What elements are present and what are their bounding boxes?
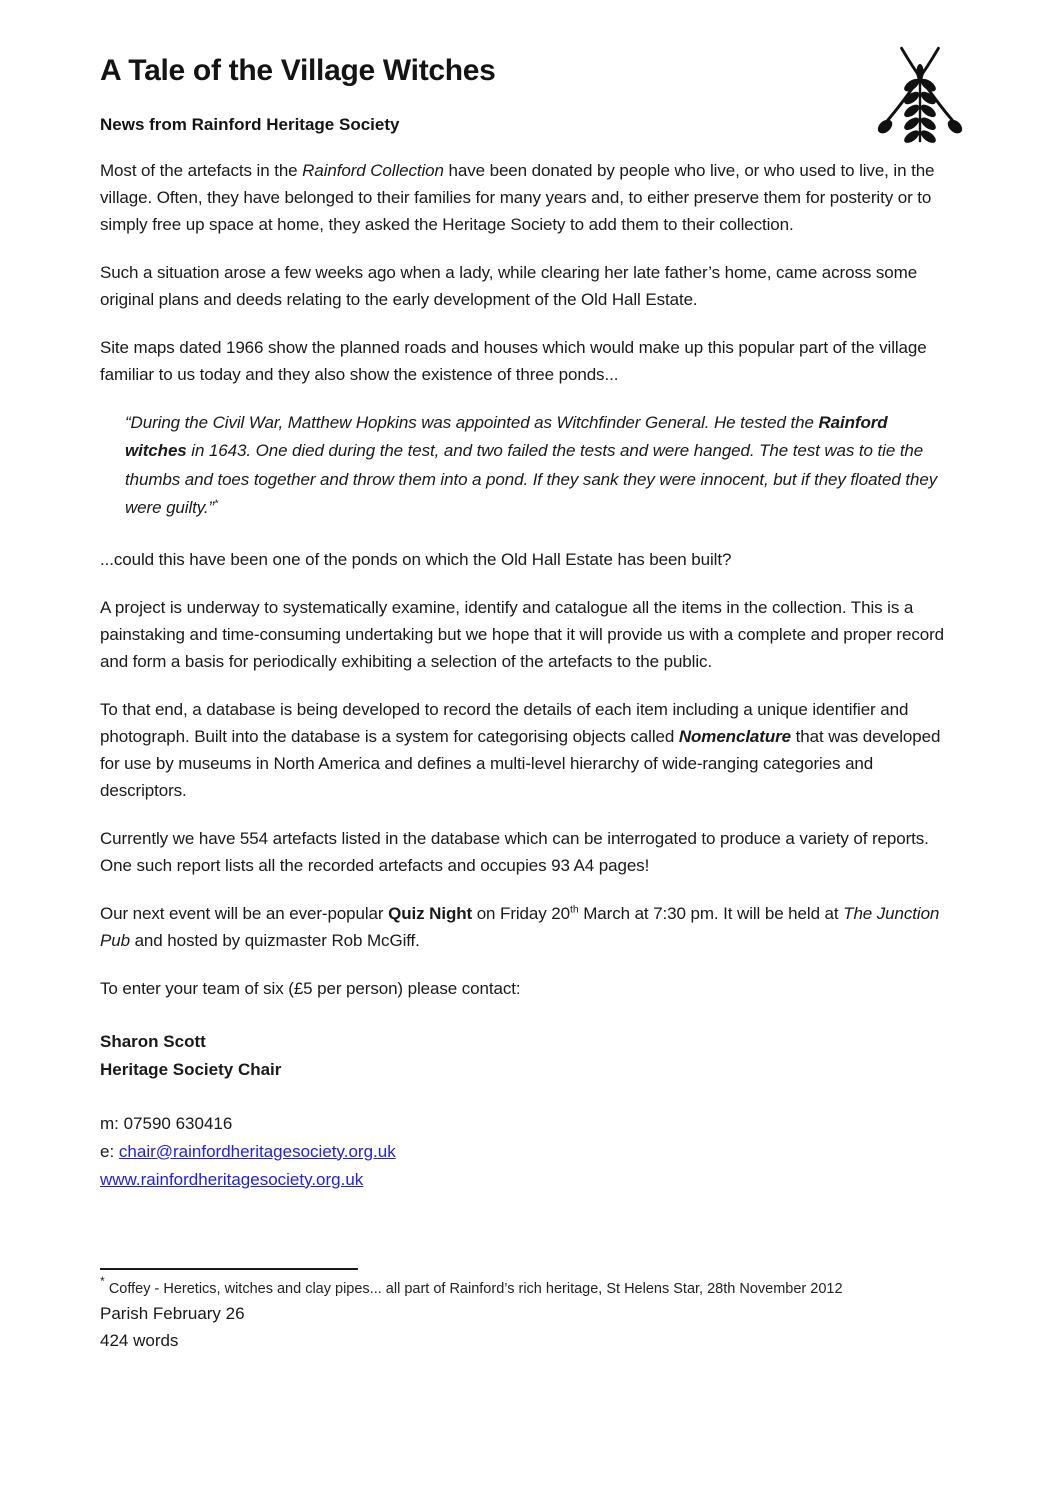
email-label: e: xyxy=(100,1141,119,1161)
page-title: A Tale of the Village Witches xyxy=(100,54,496,87)
paragraph-enter-team: To enter your team of six (£5 per person) please contact: xyxy=(100,978,521,998)
website-link[interactable]: www.rainfordheritagesociety.org.uk xyxy=(100,1169,364,1189)
paragraph-situation-lady: Such a situation arose a few weeks ago when a lady, while clearing her late father’s home, came across some original plans and deeds relating to the early development of the Old Hall Estate. xyxy=(100,262,918,309)
footnote-marker: * xyxy=(100,1274,105,1288)
paragraph-554-artefacts: Currently we have 554 artefacts listed in the database which can be interrogated to produce a variety of reports. One such report lists all the recorded artefacts and occupies 93 A4 pages! xyxy=(100,828,929,875)
page-subtitle: News from Rainford Heritage Society xyxy=(100,114,400,134)
footnote-citation-text: Coffey - Heretics, witches and clay pipes... all part of Rainford’s rich heritage, St Helens Star, 28th November 2012 xyxy=(104,1281,843,1297)
paragraph-quiz-night: Our next event will be an ever-popular Quiz Night on Friday 20th March at 7:30 pm. It will be held at The Junction Pub and hosted by quizmaster Rob McGiff. xyxy=(100,902,940,950)
paragraph-pond-question: ...could this have been one of the ponds on which the Old Hall Estate has been built? xyxy=(100,549,732,569)
contact-email-line xyxy=(100,1138,960,1166)
contact-name: Sharon Scott xyxy=(100,1031,206,1051)
footnote-section xyxy=(100,1268,960,1354)
paragraph-site-maps: Site maps dated 1966 show the planned roads and houses which would make up this popular part of the village familiar to us today and they also show the existence of three ponds... xyxy=(100,337,927,384)
document-content xyxy=(100,54,960,1194)
contact-block-name xyxy=(100,1028,960,1084)
contact-role: Heritage Society Chair xyxy=(100,1059,282,1079)
paragraph-database-nomenclature: To that end, a database is being developed to record the details of each item including a unique identifier and photograph. Built into the database is a system for categorising objects called Nomenclature that was developed for use by museums in North America and defines a multi-level hierarchy of wide-ranging categories and descriptors. xyxy=(100,699,941,800)
footnote-separator-rule xyxy=(100,1268,358,1270)
contact-details xyxy=(100,1110,960,1194)
paragraph-project-underway: A project is underway to systematically examine, identify and catalogue all the items in the collection. This is a painstaking and time-consuming undertaking but we hope that it will provide us with a complete and proper record and form a basis for periodically exhibiting a selection of the artefacts to the public. xyxy=(100,597,945,671)
footnote-citation xyxy=(100,1274,960,1300)
email-link[interactable]: chair@rainfordheritagesociety.org.uk xyxy=(118,1141,396,1161)
footnote-parish-line: Parish February 26 xyxy=(100,1304,245,1323)
contact-website-line xyxy=(100,1166,960,1194)
blockquote-witchfinder: “During the Civil War, Matthew Hopkins was appointed as Witchfinder General. He tested the Rainford witches in 1643. One died during the test, and two failed the tests and were hanged. The test was to tie the thumbs and toes together and throw them into a pond. If they sank they were innocent, but if they floated they were guilty.”* xyxy=(125,412,938,517)
paragraph-artefacts-donated: Most of the artefacts in the Rainford Collection have been donated by people who live, or who used to live, in the village. Often, they have belonged to their families for many years and, to either preserve them for posterity or to simply free up space at home, they asked the Heritage Society to add them to their collection. xyxy=(100,160,935,234)
footnote-word-count: 424 words xyxy=(100,1331,179,1350)
contact-mobile: m: 07590 630416 xyxy=(100,1113,233,1133)
